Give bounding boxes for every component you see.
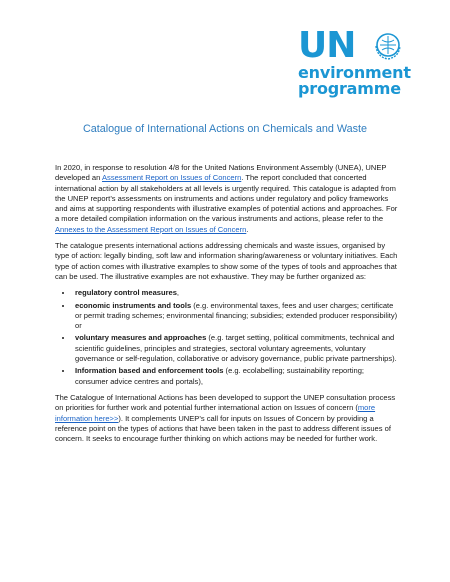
list-item: [73, 288, 398, 298]
list-item-text: (e.g. ecolabelling; sustainability reporting; consumer advice centres and portals),: [75, 366, 364, 386]
closing-text-2: ). It complements UNEP’s call for inputs on Issues of Concern by providing a reference point on the types of actions that have been taken in the past to address different issues of concern. It seeks to encourage further thinking on which actions may be needed for further work.: [55, 413, 391, 444]
list-item: [73, 333, 398, 364]
intro-paragraph: [55, 163, 398, 235]
logo-programme-text: programme: [298, 79, 401, 98]
intro-text-3: .: [246, 224, 249, 234]
list-item-text: (e.g. environmental taxes, fees and user charges; certificate or permit trading schemes; environmental financing; subsidies; extended producer responsibility) or: [75, 300, 398, 331]
un-emblem-icon: [372, 30, 404, 62]
intro-text-2: . The report concluded that concerted international action by all stakeholders at all levels is urgently required. This catalogue is adapted from the UNEP report’s assessments on instruments and actions under regulatory and policy frameworks and aims at supporting respondents with illustrative examples of potential actions and approaches. For a more detailed compilation information on the various instruments and actions, please refer to the: [55, 173, 398, 224]
more-information-link[interactable]: more information here>>: [55, 403, 376, 423]
page-title: Catalogue of International Actions on Chemicals and Waste: [82, 123, 368, 135]
catalogue-paragraph: The catalogue presents international actions addressing chemicals and waste issues, organised by type of action: legally binding, soft law and information sharing/awareness or voluntary initiatives. Each type of action comes with illustrative examples to show some of the types of tools and approaches that can be used. The illustrative examples are not exhaustive. They may be further organized as:: [55, 241, 398, 281]
annexes-link[interactable]: Annexes to the Assessment Report on Issues of Concern: [55, 224, 247, 234]
logo-un-text: UN: [298, 25, 356, 66]
list-item-text: ,: [176, 288, 180, 298]
intro-text-1: In 2020, in response to resolution 4/8 for the United Nations Environment Assembly (UNEA), UNEP developed an: [55, 163, 387, 183]
assessment-report-link[interactable]: Assessment Report on Issues of Concern: [102, 173, 242, 183]
list-item-bold: regulatory control measures: [75, 288, 177, 298]
action-type-list: [55, 288, 398, 387]
list-item: [73, 366, 398, 387]
list-item-bold: voluntary measures and approaches: [75, 333, 207, 343]
list-item-text: (e.g. target setting, political commitments, technical and scientific guidelines, principles and strategies, sectoral voluntary agreements, voluntary governance or self-regulation, collaborative or advisory governance, public private partnerships).: [75, 333, 397, 364]
document-body: [55, 163, 398, 450]
closing-paragraph: [55, 393, 398, 444]
closing-text-1: The Catalogue of International Actions has been developed to support the UNEP consultation process on priorities for further work and potential further international action on Issues of concern (: [55, 392, 396, 413]
list-item: [73, 301, 398, 332]
list-item-bold: economic instruments and tools: [75, 300, 192, 310]
unep-logo: [298, 25, 411, 98]
logo-environment-text: environment: [298, 63, 411, 82]
list-item-bold: Information based and enforcement tools: [75, 366, 224, 376]
